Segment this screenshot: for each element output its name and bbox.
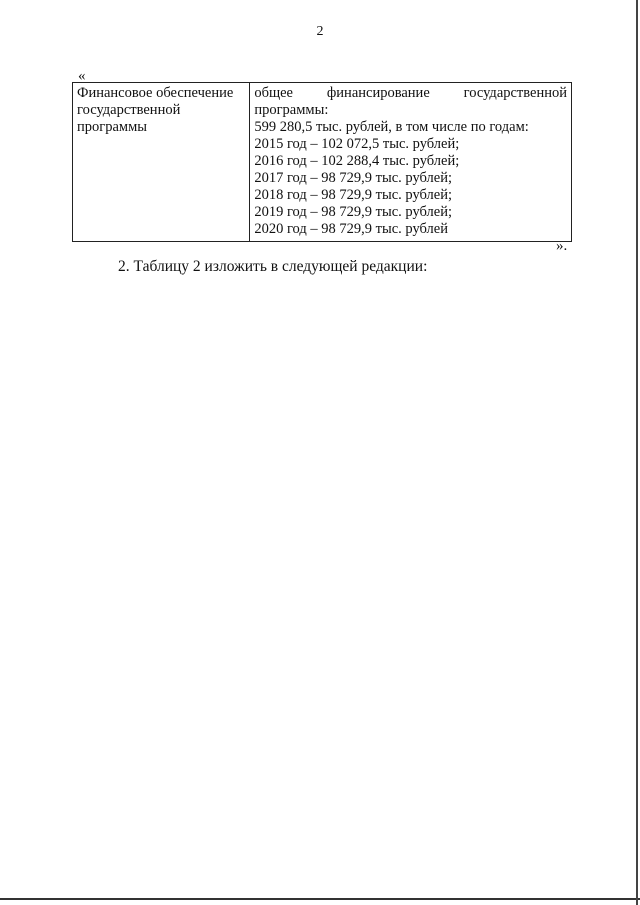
financing-year-2018: 2018 год – 98 729,9 тыс. рублей; [254, 187, 452, 203]
opening-quote-mark: « [78, 68, 86, 84]
financing-total: 599 280,5 тыс. рублей, в том числе по годам: [254, 119, 529, 135]
financing-year-2016: 2016 год – 102 288,4 тыс. рублей; [254, 153, 460, 169]
scan-edge-right [636, 0, 638, 905]
financing-label-cell [73, 83, 250, 242]
financing-label: Финансовое обеспечение государственной программы [77, 85, 234, 135]
scan-edge-bottom [0, 898, 640, 900]
paragraph-2: 2. Таблицу 2 изложить в следующей редакции: [118, 258, 428, 275]
financing-intro-line: общее финансирование государственной [254, 85, 567, 101]
table-row [73, 83, 572, 242]
closing-quote-mark: ». [556, 238, 568, 254]
page-number: 2 [316, 24, 324, 39]
financing-table [72, 82, 572, 242]
financing-intro-line-2: программы: [254, 102, 329, 118]
financing-year-2017: 2017 год – 98 729,9 тыс. рублей; [254, 170, 452, 186]
financing-year-2020: 2020 год – 98 729,9 тыс. рублей [254, 221, 448, 237]
financing-year-2019: 2019 год – 98 729,9 тыс. рублей; [254, 204, 452, 220]
financing-year-2015: 2015 год – 102 072,5 тыс. рублей; [254, 136, 460, 152]
financing-value-cell [250, 83, 572, 242]
